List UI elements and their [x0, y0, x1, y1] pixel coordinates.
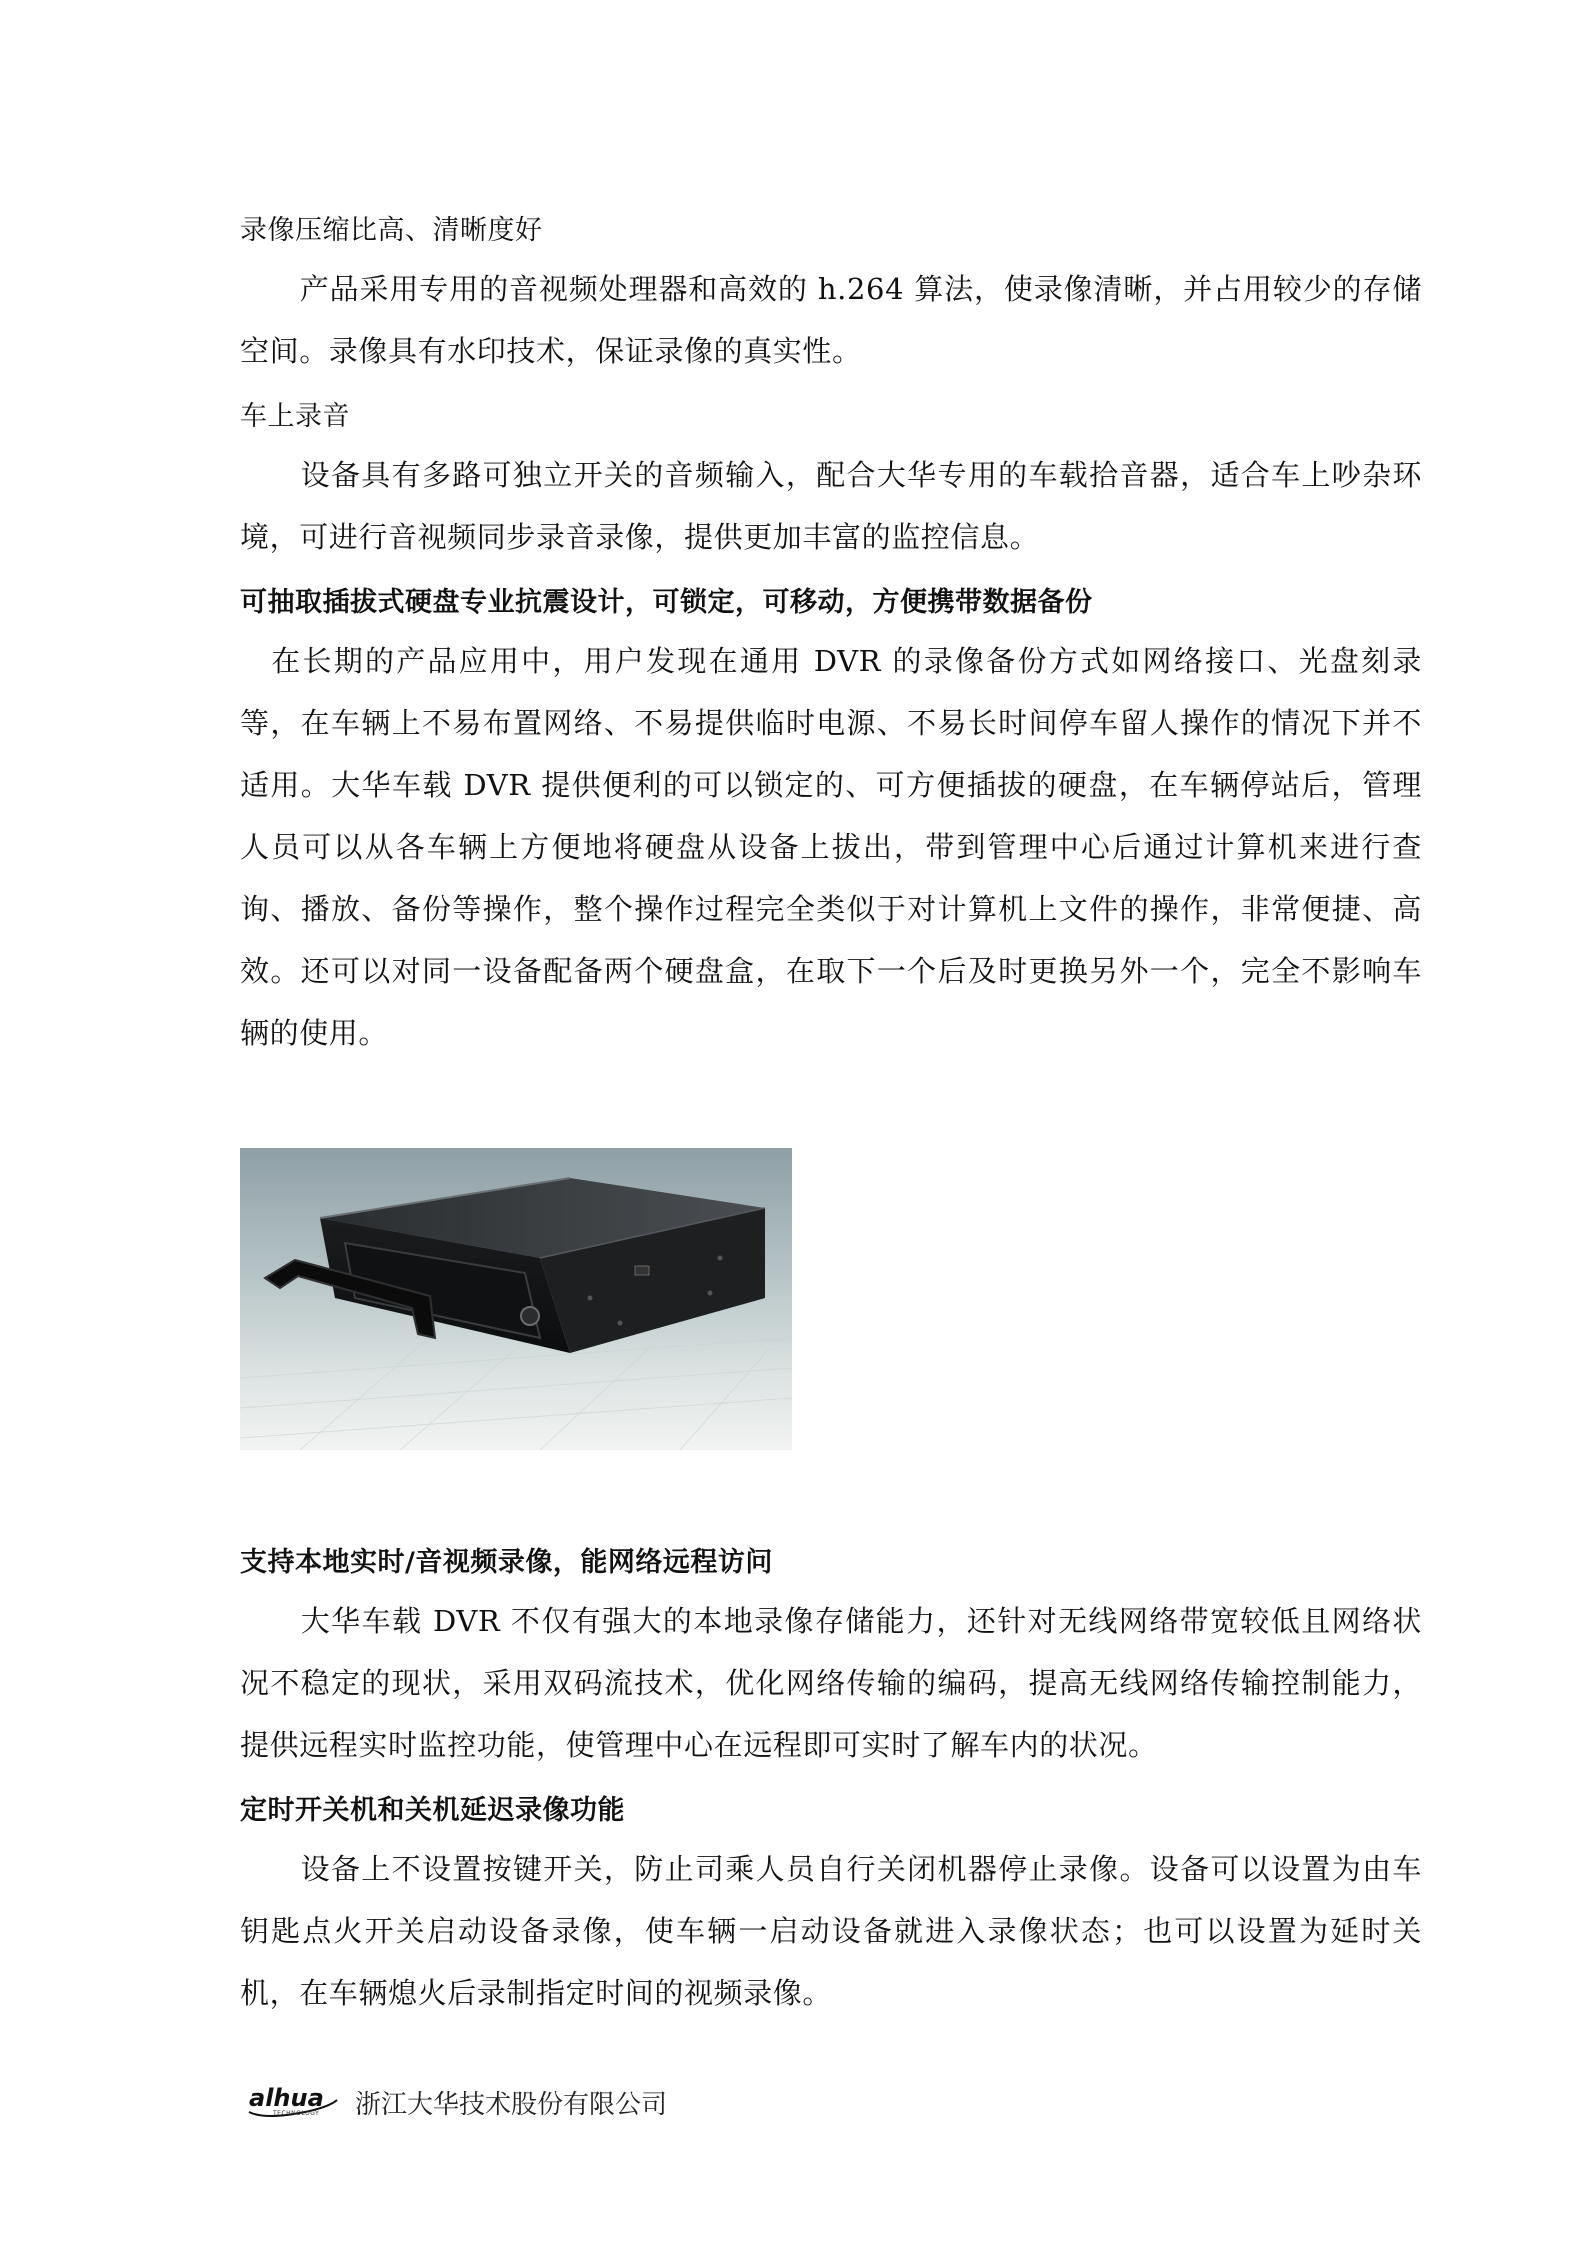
- page-footer: [245, 2080, 667, 2124]
- section-paragraph-compression: [240, 258, 1422, 382]
- product-photo: [240, 1148, 792, 1450]
- section-paragraph-remote-access: [240, 1590, 1422, 1776]
- section-heading-removable-hdd: 可抽取插拔式硬盘专业抗震设计，可锁定，可移动，方便携带数据备份: [240, 587, 1093, 618]
- paragraph-text: 产品采用专用的音视频处理器和高效的 h.264 算法，使录像清晰，并占用较少的存储空间。录像具有水印技术，保证录像的真实性。: [240, 272, 1422, 368]
- section-heading-compression: 录像压缩比高、清晰度好: [240, 215, 543, 246]
- section-heading-audio: 车上录音: [240, 401, 350, 432]
- paragraph-text: 在长期的产品应用中，用户发现在通用 DVR 的录像备份方式如网络接口、光盘刻录等，在车辆上不易布置网络、不易提供临时电源、不易长时间停车留人操作的情况下并不适用。大华车载 DVR 提供便利的可以锁定的、可方便插拔的硬盘，在车辆停站后，管理人员可以从各车辆上方便地将硬盘从设备上拔出，带到管理中心后通过计算机来进行查询、播放、备份等操作，整个操作过程完全类似于对计算机上文件的操作，非常便捷、高效。还可以对同一设备配备两个硬盘盒，在取下一个后及时更换另外一个，完全不影响车辆的使用。: [240, 644, 1422, 1050]
- paragraph-text: 大华车载 DVR 不仅有强大的本地录像存储能力，还针对无线网络带宽较低且网络状况不稳定的现状，采用双码流技术，优化网络传输的编码，提高无线网络传输控制能力，提供远程实时监控功能，使管理中心在远程即可实时了解车内的状况。: [240, 1604, 1422, 1762]
- section-paragraph-timed-power: [240, 1838, 1422, 2024]
- section-paragraph-removable-hdd: [240, 630, 1422, 1064]
- paragraph-text: 设备上不设置按键开关，防止司乘人员自行关闭机器停止录像。设备可以设置为由车钥匙点火开关启动设备录像，使车辆一启动设备就进入录像状态；也可以设置为延时关机，在车辆熄火后录制指定时间的视频录像。: [240, 1852, 1422, 2010]
- company-name: 浙江大华技术股份有限公司: [355, 2089, 668, 2120]
- logo-subtext: TECHNOLOGY: [273, 2110, 320, 2117]
- dvr-device-illustration: [240, 1148, 792, 1450]
- paragraph-text: 设备具有多路可独立开关的音频输入，配合大华专用的车载拾音器，适合车上吵杂环境，可进行音视频同步录音录像，提供更加丰富的监控信息。: [240, 458, 1422, 554]
- section-heading-timed-power: 定时开关机和关机延迟录像功能: [240, 1795, 625, 1826]
- section-paragraph-audio: [240, 444, 1422, 568]
- logo-wordmark: alhua: [249, 2084, 324, 2112]
- section-heading-remote-access: 支持本地实时/音视频录像，能网络远程访问: [240, 1547, 773, 1578]
- dahua-logo: [245, 2082, 341, 2122]
